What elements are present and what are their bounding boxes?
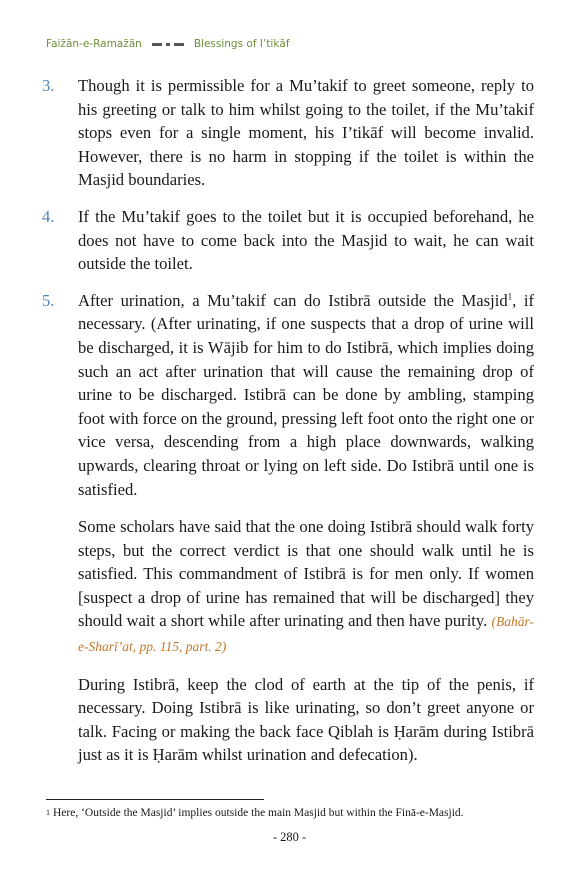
item-paragraph-2: [78, 515, 534, 659]
item-number: 3.: [42, 76, 55, 95]
footnote: [46, 806, 546, 820]
page-number: - 280 -: [272, 830, 307, 844]
chapter-title: Blessings of I’tikāf: [193, 38, 290, 50]
item-number: 5.: [42, 290, 55, 310]
item-text: Though it is permissible for a Mu’takif to greet someone, reply to his greeting or talk to him whilst going to the toilet, if the Mu’takif stops even for a single moment, his I’tikāf will become invalid. However, there is no harm in stopping if the toilet is within the Masjid boundaries.: [78, 76, 534, 190]
list-item-3: [42, 74, 534, 192]
running-header: [46, 38, 290, 50]
footnote-divider: [46, 799, 264, 800]
item-text: If the Mu’takif goes to the toilet but it is occupied beforehand, he does not have to come back into the Masjid to wait, he can wait outside the toilet.: [78, 206, 534, 274]
item-paragraph-3: During Istibrā, keep the clod of earth at the tip of the penis, if necessary. Doing Istibrā is like urinating, so don’t greet anyone or talk. Facing or making the back face Qiblah is Ḥarām during Istibrā just as it is Ḥarām whilst urination and defecation).: [78, 674, 534, 765]
item-text-start: After urination, a Mu’takif can do Istibrā outside the Masjid: [78, 290, 508, 310]
list-item-4: [42, 205, 534, 276]
item-number: 4.: [42, 206, 55, 226]
book-title: Faiz̄ān-e-Ramaz̄ān: [46, 38, 142, 50]
citation: (Bahār-e-Sharī’at, pp. 115, part. 2): [78, 614, 534, 655]
item-text-rest: , if necessary. (After urinating, if one suspects that a drop of urine will be discharged, it is Wājib for him to do Istibrā, which implies doing such an act after urination that will cause the remaining drop of urine to be discharged. Istibrā can be done by ambling, stamping foot with force on the ground, pressing left foot onto the right one or vice versa, descending from a high place downwards, walking upwards, clearing throat or lying on left side. Do Istibrā until one is satisfied.: [78, 290, 534, 499]
footnote-text: Here, ‘Outside the Masjid’ implies outside the main Masjid but within the Finā-e-Masjid.: [53, 807, 464, 819]
footnote-reference[interactable]: 1: [507, 291, 513, 302]
list-item-5: [42, 289, 534, 767]
item-text: [78, 289, 534, 501]
main-content: [42, 74, 534, 780]
paragraph-text: Some scholars have said that the one doing Istibrā should walk forty steps, but the correct verdict is that one should walk until he is satisfied. This commandment of Istibrā is for men only. If women [suspect a drop of urine has remained that will be discharged] they should wait a short while after urinating and then have purity.: [78, 517, 534, 631]
header-separator-icon: [152, 43, 184, 46]
footnote-number: 1: [46, 808, 50, 817]
